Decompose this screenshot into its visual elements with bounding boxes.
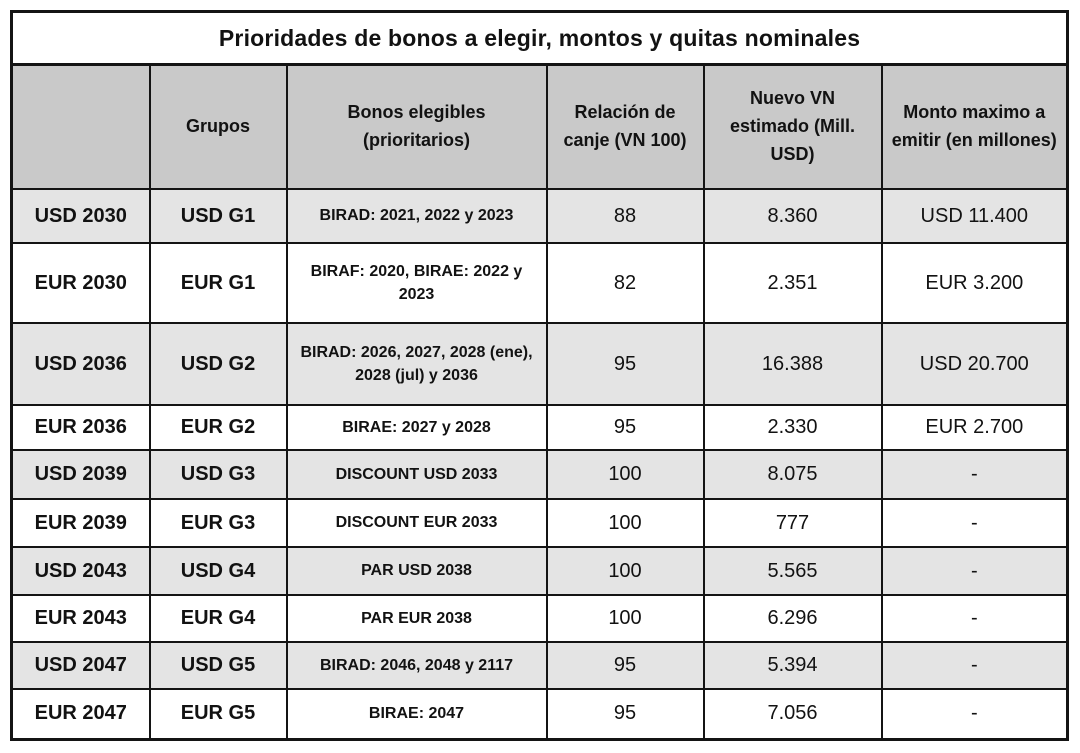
- table-row: [12, 499, 1068, 547]
- group-cell: USD G3: [150, 450, 287, 499]
- bonds-table: [10, 10, 1069, 741]
- max-amount-cell: -: [882, 547, 1068, 595]
- max-amount-cell: EUR 3.200: [882, 243, 1068, 323]
- bond-label-cell: EUR 2043: [12, 595, 150, 642]
- new-vn-cell: 6.296: [704, 595, 882, 642]
- group-cell: EUR G2: [150, 405, 287, 450]
- max-amount-cell: USD 11.400: [882, 189, 1068, 243]
- bond-label-cell: USD 2039: [12, 450, 150, 499]
- table-row: [12, 450, 1068, 499]
- bond-label-cell: EUR 2047: [12, 689, 150, 739]
- exchange-ratio-cell: 100: [547, 450, 704, 499]
- new-vn-cell: 16.388: [704, 323, 882, 405]
- new-vn-cell: 8.075: [704, 450, 882, 499]
- new-vn-cell: 7.056: [704, 689, 882, 739]
- group-cell: EUR G5: [150, 689, 287, 739]
- exchange-ratio-cell: 95: [547, 689, 704, 739]
- table-row: [12, 595, 1068, 642]
- max-amount-cell: -: [882, 689, 1068, 739]
- eligible-bonds-cell: BIRAD: 2021, 2022 y 2023: [287, 189, 547, 243]
- eligible-bonds-cell: BIRAE: 2047: [287, 689, 547, 739]
- title-row: [12, 12, 1068, 65]
- eligible-bonds-cell: BIRAF: 2020, BIRAE: 2022 y 2023: [287, 243, 547, 323]
- exchange-ratio-cell: 88: [547, 189, 704, 243]
- new-vn-cell: 777: [704, 499, 882, 547]
- header-row: [12, 65, 1068, 190]
- bond-label-cell: EUR 2030: [12, 243, 150, 323]
- eligible-bonds-cell: BIRAD: 2026, 2027, 2028 (ene), 2028 (jul) y 2036: [287, 323, 547, 405]
- exchange-ratio-cell: 95: [547, 405, 704, 450]
- eligible-bonds-cell: DISCOUNT EUR 2033: [287, 499, 547, 547]
- bond-label-cell: EUR 2036: [12, 405, 150, 450]
- table-row: [12, 405, 1068, 450]
- new-vn-cell: 5.394: [704, 642, 882, 689]
- group-cell: USD G4: [150, 547, 287, 595]
- max-amount-cell: -: [882, 642, 1068, 689]
- new-vn-cell: 2.351: [704, 243, 882, 323]
- table-row: [12, 642, 1068, 689]
- group-cell: USD G2: [150, 323, 287, 405]
- exchange-ratio-cell: 100: [547, 547, 704, 595]
- eligible-bonds-cell: BIRAD: 2046, 2048 y 2117: [287, 642, 547, 689]
- table-row: [12, 189, 1068, 243]
- table-row: [12, 547, 1068, 595]
- max-amount-cell: USD 20.700: [882, 323, 1068, 405]
- max-amount-cell: -: [882, 450, 1068, 499]
- column-header-relacion-canje: Relación de canje (VN 100): [547, 65, 704, 190]
- group-cell: EUR G1: [150, 243, 287, 323]
- bond-label-cell: USD 2043: [12, 547, 150, 595]
- new-vn-cell: 8.360: [704, 189, 882, 243]
- exchange-ratio-cell: 100: [547, 499, 704, 547]
- eligible-bonds-cell: BIRAE: 2027 y 2028: [287, 405, 547, 450]
- group-cell: USD G1: [150, 189, 287, 243]
- new-vn-cell: 5.565: [704, 547, 882, 595]
- bond-label-cell: USD 2036: [12, 323, 150, 405]
- group-cell: EUR G3: [150, 499, 287, 547]
- max-amount-cell: -: [882, 595, 1068, 642]
- bond-label-cell: USD 2047: [12, 642, 150, 689]
- max-amount-cell: EUR 2.700: [882, 405, 1068, 450]
- eligible-bonds-cell: PAR EUR 2038: [287, 595, 547, 642]
- bond-label-cell: USD 2030: [12, 189, 150, 243]
- eligible-bonds-cell: DISCOUNT USD 2033: [287, 450, 547, 499]
- exchange-ratio-cell: 95: [547, 642, 704, 689]
- group-cell: EUR G4: [150, 595, 287, 642]
- max-amount-cell: -: [882, 499, 1068, 547]
- exchange-ratio-cell: 95: [547, 323, 704, 405]
- table-row: [12, 689, 1068, 739]
- eligible-bonds-cell: PAR USD 2038: [287, 547, 547, 595]
- table-row: [12, 323, 1068, 405]
- bond-label-cell: EUR 2039: [12, 499, 150, 547]
- column-header-row-label: [12, 65, 150, 190]
- group-cell: USD G5: [150, 642, 287, 689]
- column-header-nuevo-vn: Nuevo VN estimado (Mill. USD): [704, 65, 882, 190]
- table-title: Prioridades de bonos a elegir, montos y quitas nominales: [12, 12, 1068, 65]
- new-vn-cell: 2.330: [704, 405, 882, 450]
- exchange-ratio-cell: 82: [547, 243, 704, 323]
- table-row: [12, 243, 1068, 323]
- column-header-grupos: Grupos: [150, 65, 287, 190]
- column-header-bonos-elegibles: Bonos elegibles (prioritarios): [287, 65, 547, 190]
- exchange-ratio-cell: 100: [547, 595, 704, 642]
- column-header-monto-maximo: Monto maximo a emitir (en millones): [882, 65, 1068, 190]
